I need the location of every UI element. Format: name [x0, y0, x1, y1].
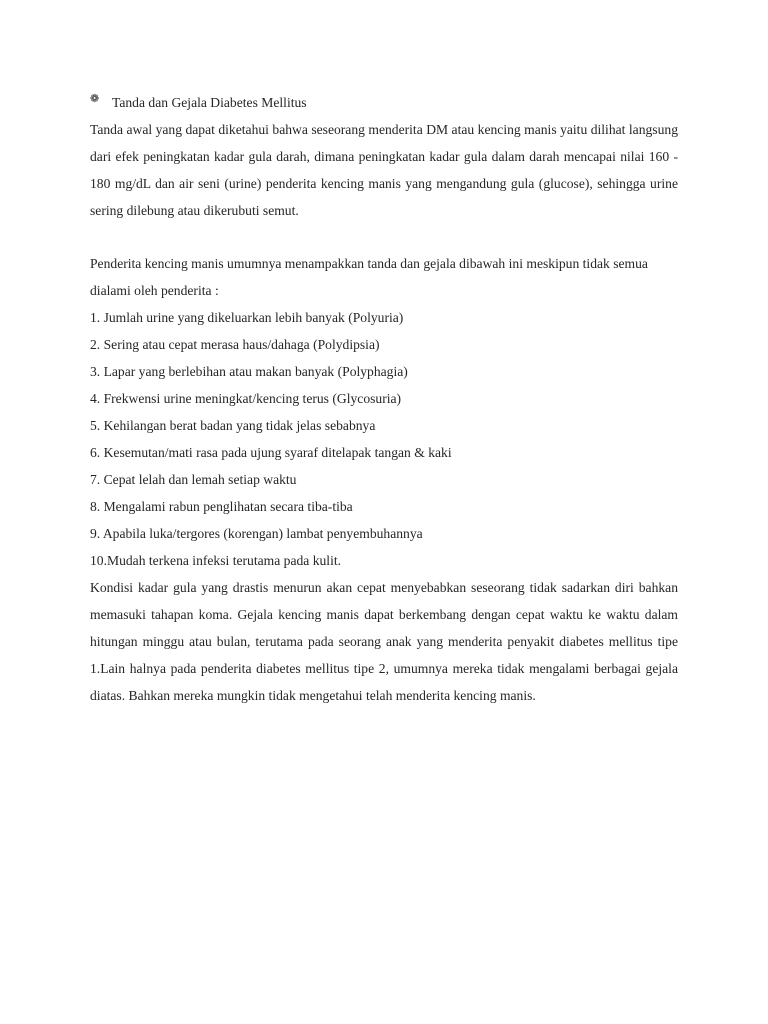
symptom-item: 5. Kehilangan berat badan yang tidak jelas sebabnya: [90, 418, 376, 433]
symptom-item: 9. Apabila luka/tergores (korengan) lambat penyembuhannya: [90, 526, 423, 541]
heading-title: Tanda dan Gejala Diabetes Mellitus: [112, 95, 307, 110]
symptom-item: 4. Frekwensi urine meningkat/kencing terus (Glycosuria): [90, 391, 402, 406]
symptom-item: 1. Jumlah urine yang dikeluarkan lebih banyak (Polyuria): [90, 310, 404, 325]
paragraph-spacer: [90, 224, 678, 250]
symptom-item: 7. Cepat lelah dan lemah setiap waktu: [90, 472, 297, 487]
lead-paragraph: Penderita kencing manis umumnya menampakkan tanda dan gejala dibawah ini meskipun tidak semua dialami oleh penderita :: [90, 256, 648, 298]
symptom-item: 6. Kesemutan/mati rasa pada ujung syaraf ditelapak tangan & kaki: [90, 445, 452, 460]
closing-paragraph: Kondisi kadar gula yang drastis menurun akan cepat menyebabkan seseorang tidak sadarkan diri bahkan memasuki tahapan koma. Gejala kencing manis dapat berkembang dengan cepat waktu ke waktu dalam hitungan minggu atau bulan, terutama pada seorang anak yang menderita penyakit diabetes mellitus tipe 1.Lain halnya pada penderita diabetes mellitus tipe 2, umumnya mereka tidak mengalami berbagai gejala diatas. Bahkan mereka mungkin tidak mengetahui telah menderita kencing manis.: [90, 580, 678, 703]
symptom-list: [90, 304, 678, 574]
intro-paragraph: Tanda awal yang dapat diketahui bahwa seseorang menderita DM atau kencing manis yaitu dilihat langsung dari efek peningkatan kadar gula darah, dimana peningkatan kadar gula dalam darah mencapai nilai 160 - 180 mg/dL dan air seni (urine) penderita kencing manis yang mengandung gula (glucose), sehingga urine sering dilebung atau dikerubuti semut.: [90, 122, 678, 218]
symptom-item: 2. Sering atau cepat merasa haus/dahaga (Polydipsia): [90, 337, 380, 352]
section-heading: [90, 89, 678, 116]
symptom-item: 8. Mengalami rabun penglihatan secara tiba-tiba: [90, 499, 353, 514]
document-page: [90, 89, 678, 709]
flower-bullet-icon: ❁: [90, 93, 100, 105]
symptom-item: 10.Mudah terkena infeksi terutama pada kulit.: [90, 553, 342, 568]
symptom-item: 3. Lapar yang berlebihan atau makan banyak (Polyphagia): [90, 364, 408, 379]
